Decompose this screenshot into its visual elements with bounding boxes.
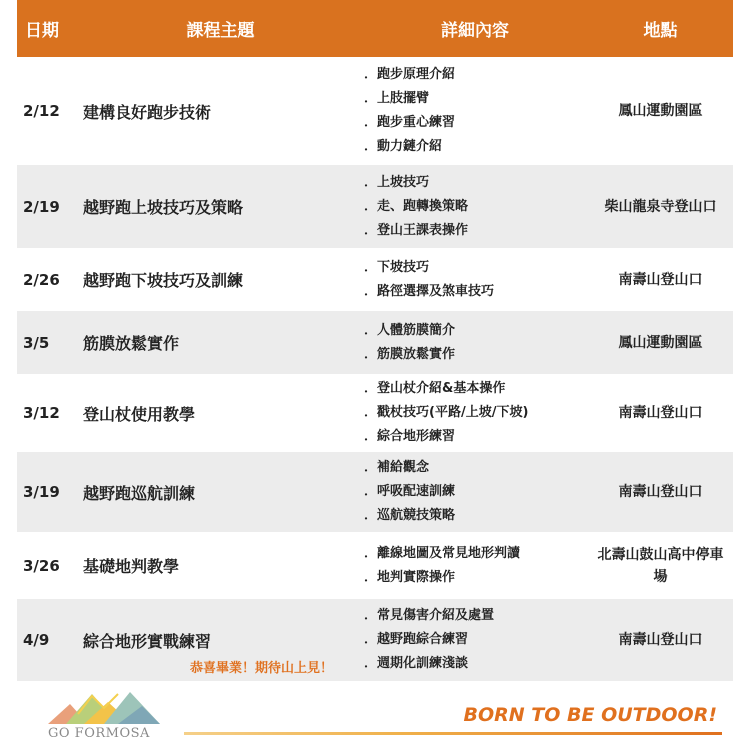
table-row bbox=[17, 165, 733, 248]
row-date: 3/12 bbox=[23, 404, 60, 422]
header-date: 日期 bbox=[25, 21, 59, 41]
row-date: 2/12 bbox=[23, 102, 60, 120]
row-details bbox=[362, 377, 588, 449]
row-topic: 建構良好跑步技術 bbox=[83, 102, 212, 122]
row-date: 2/19 bbox=[23, 197, 60, 216]
row-date: 3/5 bbox=[23, 333, 50, 352]
table-header bbox=[17, 0, 733, 57]
row-place: 南壽山登山口 bbox=[618, 484, 703, 500]
detail-item: ．人體筋膜簡介 bbox=[364, 322, 456, 338]
header-place: 地點 bbox=[643, 21, 678, 41]
course-table bbox=[17, 0, 733, 681]
detail-item: ．巡航競技策略 bbox=[364, 508, 456, 523]
row-topic: 綜合地形實戰練習 bbox=[83, 631, 212, 651]
detail-item: ．筋膜放鬆實作 bbox=[364, 346, 456, 362]
table-row bbox=[17, 248, 733, 311]
detail-item: ．上肢擺臂 bbox=[364, 91, 430, 106]
row-date: 3/26 bbox=[23, 556, 60, 575]
detail-item: ．補給觀念 bbox=[364, 460, 430, 475]
detail-item: ．登山杖介紹&基本操作 bbox=[364, 381, 506, 396]
table-body bbox=[17, 57, 733, 681]
logo-text: GO FORMOSA bbox=[48, 726, 150, 741]
row-topic: 越野跑巡航訓練 bbox=[83, 483, 196, 503]
row-date: 4/9 bbox=[23, 631, 50, 649]
row-topic: 越野跑上坡技巧及策略 bbox=[83, 198, 244, 217]
detail-item: ．綜合地形練習 bbox=[364, 429, 456, 444]
table-row bbox=[17, 374, 733, 452]
slogan: BORN TO BE OUTDOOR! bbox=[463, 704, 717, 726]
table-row bbox=[17, 599, 733, 681]
detail-item: ．動力鏈介紹 bbox=[364, 139, 443, 154]
row-details bbox=[362, 456, 588, 528]
header-detail: 詳細內容 bbox=[441, 21, 509, 41]
detail-item: ．走、跑轉換策略 bbox=[364, 198, 469, 214]
detail-item: ．地判實際操作 bbox=[364, 569, 456, 585]
row-place: 柴山龍泉寺登山口 bbox=[604, 198, 717, 215]
closing-note: 恭喜畢業！期待山上見！ bbox=[190, 661, 334, 676]
row-topic: 基礎地判教學 bbox=[83, 557, 180, 576]
detail-item: ．登山王課表操作 bbox=[364, 222, 469, 238]
detail-item: ．離線地圖及常見地形判讀 bbox=[364, 545, 521, 561]
table-row bbox=[17, 311, 733, 374]
detail-item: ．路徑選擇及煞車技巧 bbox=[364, 283, 495, 299]
detail-item: ．呼吸配速訓練 bbox=[364, 484, 456, 499]
row-topic: 筋膜放鬆實作 bbox=[83, 334, 180, 353]
row-place: 北壽山鼓山高中停車場 bbox=[597, 546, 724, 585]
slogan-underline bbox=[184, 732, 722, 735]
table-row bbox=[17, 532, 733, 599]
detail-item: ．上坡技巧 bbox=[364, 174, 430, 190]
row-place: 南壽山登山口 bbox=[618, 632, 703, 648]
row-details bbox=[362, 542, 588, 590]
row-topic: 登山杖使用教學 bbox=[83, 404, 196, 424]
detail-item: ．常見傷害介紹及處置 bbox=[364, 608, 495, 623]
row-place: 南壽山登山口 bbox=[618, 271, 703, 288]
row-date: 3/19 bbox=[23, 483, 60, 501]
row-details bbox=[362, 604, 588, 676]
row-date: 2/26 bbox=[23, 270, 60, 289]
footer bbox=[0, 682, 750, 750]
row-place: 南壽山登山口 bbox=[618, 405, 703, 421]
header-topic: 課程主題 bbox=[186, 21, 255, 41]
go-formosa-mountain-logo bbox=[48, 688, 160, 724]
detail-item: ．戳杖技巧(平路/上坡/下坡) bbox=[364, 405, 529, 420]
row-place: 鳳山運動園區 bbox=[618, 334, 703, 351]
detail-item: ．越野跑綜合練習 bbox=[364, 632, 469, 647]
row-details bbox=[362, 256, 588, 304]
row-topic: 越野跑下坡技巧及訓練 bbox=[83, 271, 244, 290]
detail-item: ．週期化訓練淺談 bbox=[364, 656, 469, 671]
table-row bbox=[17, 452, 733, 532]
row-place: 鳳山運動園區 bbox=[618, 103, 703, 119]
detail-item: ．跑步重心練習 bbox=[364, 115, 456, 130]
row-details bbox=[362, 319, 588, 367]
detail-item: ．下坡技巧 bbox=[364, 259, 430, 275]
detail-item: ．跑步原理介紹 bbox=[364, 67, 456, 82]
row-details bbox=[362, 171, 588, 243]
row-details bbox=[362, 63, 588, 159]
table-row bbox=[17, 57, 733, 165]
